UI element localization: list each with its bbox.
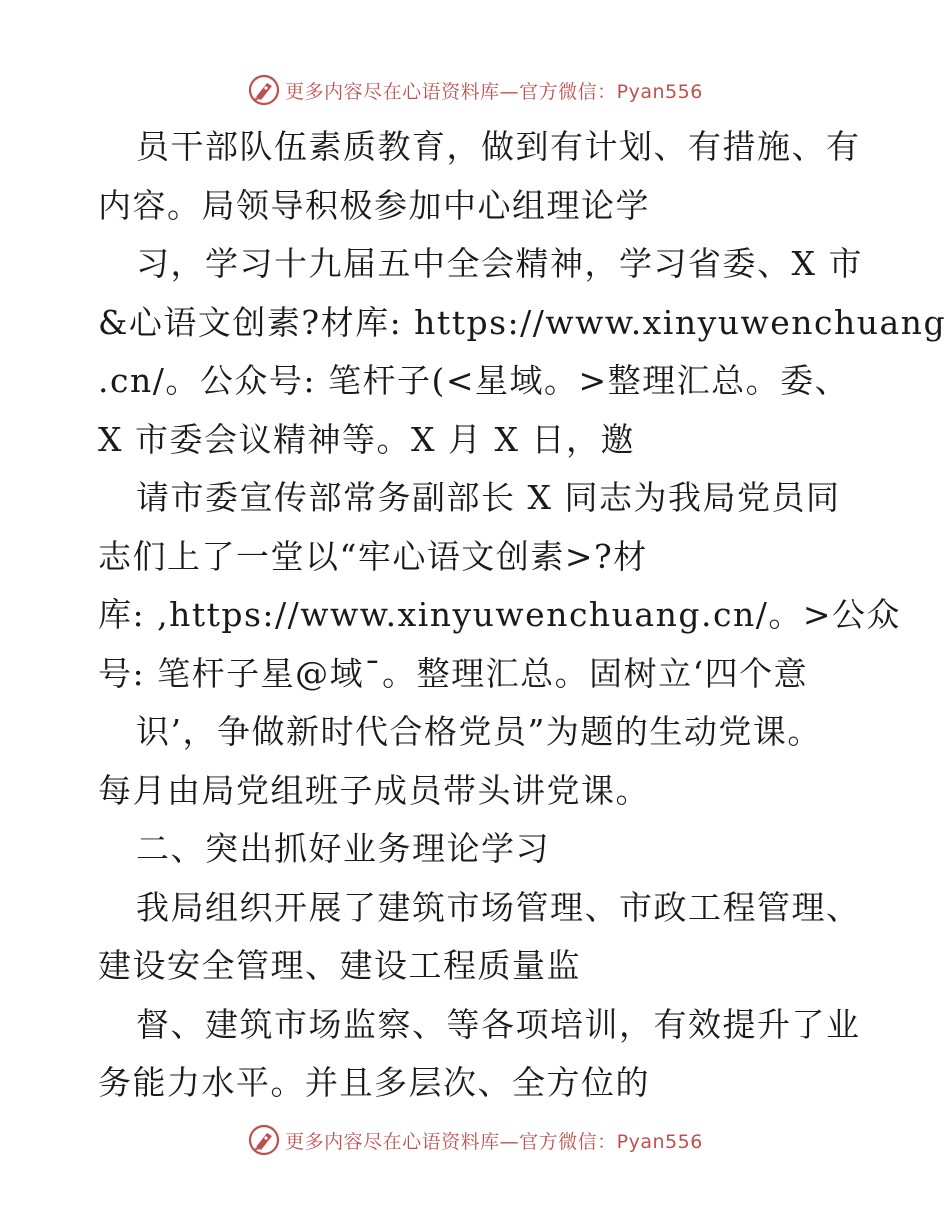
text-line: .cn/。公众号: 笔杆子(<星域。>整理汇总。委、 [98, 361, 850, 400]
text-line: 每月由局党组班子成员带头讲党课。 [98, 770, 650, 810]
text-line: 号: 笔杆子星@域¯。整理汇总。固树立‘四个意 [98, 653, 809, 693]
header-banner [0, 70, 950, 110]
pen-nib-seal-icon [247, 1123, 281, 1157]
text-line: 建设安全管理、建设工程质量监 [98, 946, 581, 985]
text-line: 库: ,https://www.xinyuwenchuang.cn/。>公众 [98, 595, 901, 634]
text-line: 志们上了一堂以“牢心语文创素>?材 [98, 536, 648, 576]
banner-text: 更多内容尽在心语资料库—官方微信：Pyan556 [285, 1130, 703, 1153]
text-line: 务能力水平。并且多层次、全方位的 [98, 1063, 650, 1102]
banner-text: 更多内容尽在心语资料库—官方微信：Pyan556 [285, 80, 703, 103]
text-line: 识’，争做新时代合格党员”为题的生动党课。 [136, 712, 822, 751]
text-line: X 市委会议精神等。X 月 X 日，邀 [98, 419, 635, 459]
text-line: 习，学习十九届五中全会精神，学习省委、X 市 [136, 244, 863, 283]
text-line: 内容。局领导积极参加中心组理论学 [98, 185, 650, 225]
text-line: 我局组织开展了建筑市场管理、市政工程管理、 [136, 887, 861, 927]
text-line: 请市委宣传部常务副部长 X 同志为我局党员同 [136, 478, 841, 517]
text-line: 督、建筑市场监察、等各项培训，有效提升了业 [136, 1004, 861, 1044]
text-line: 二、突出抓好业务理论学习 [136, 829, 550, 868]
text-line: &心语文创素?材库: https://www.xinyuwenchuang [98, 302, 947, 342]
document-body [98, 118, 947, 1113]
footer-banner [0, 1120, 950, 1160]
text-line: 员干部队伍素质教育，做到有计划、有措施、有 [136, 127, 861, 166]
pen-nib-seal-icon [247, 73, 281, 107]
